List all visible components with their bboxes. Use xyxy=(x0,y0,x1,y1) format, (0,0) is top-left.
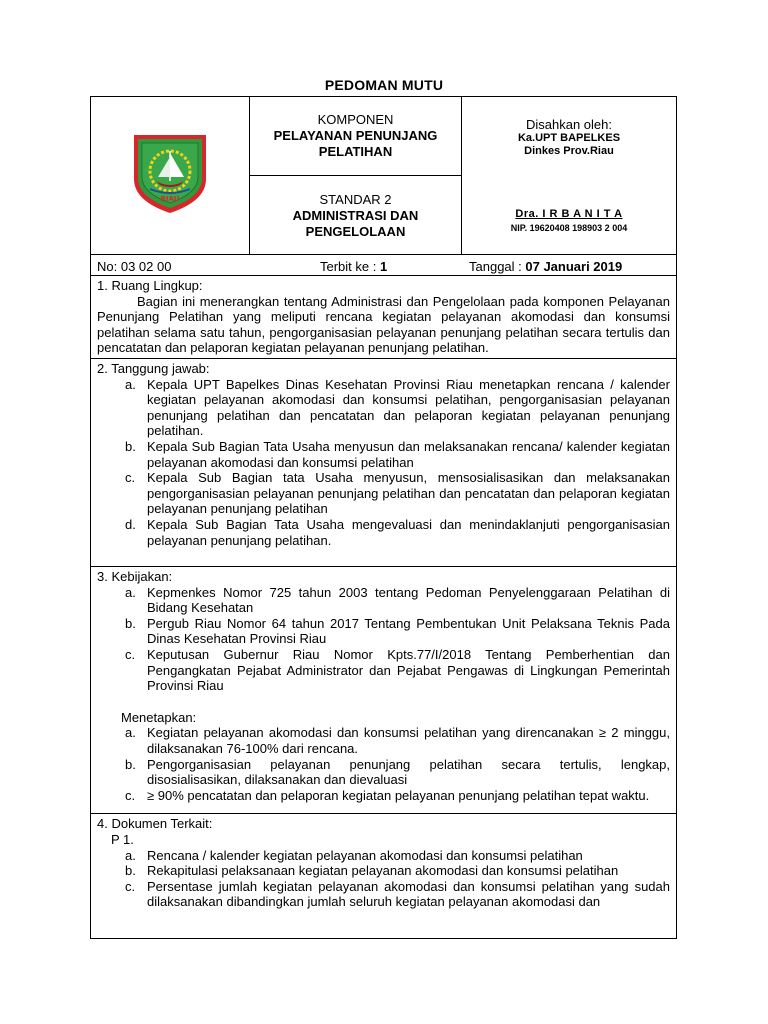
tanggal-info xyxy=(469,259,622,274)
list-item xyxy=(97,439,670,470)
page-title: PEDOMAN MUTU xyxy=(324,77,444,93)
list-item xyxy=(97,757,670,788)
menetapkan-list xyxy=(97,725,670,803)
list-marker: a. xyxy=(125,725,136,741)
kebijakan-list xyxy=(97,585,670,694)
list-marker: b. xyxy=(125,615,136,631)
list-marker: b. xyxy=(125,756,136,772)
emblem-text: RIAU xyxy=(160,195,180,203)
standar-label: STANDAR 2 xyxy=(319,192,392,207)
list-marker: a. xyxy=(125,847,136,863)
list-item xyxy=(97,788,670,804)
section-ruang-lingkup xyxy=(91,276,676,359)
list-text: Kepala UPT Bapelkes Dinas Kesehatan Provinsi Riau menetapkan rencana / kalender kegiatan pelayanan akomodasi dan konsumsi pelatihan, pengorganisasian pelayanan penunjang pelatihan dan pencatatan dan pelaporan kegiatan pelayanan penunjang pelatihan. xyxy=(147,376,670,439)
header-table xyxy=(90,96,677,255)
list-text: Rekapitulasi pelaksanaan kegiatan pelayanan akomodasi dan konsumsi pelatihan xyxy=(147,863,619,879)
standar-name-1: ADMINISTRASI DAN xyxy=(292,208,419,223)
menetapkan-heading: Menetapkan: xyxy=(121,709,197,725)
list-text: Pengorganisasian pelayanan penunjang pelatihan secara tertulis, lengkap, disosialisasikan, dilaksanakan dan dievaluasi xyxy=(147,756,670,788)
tanggung-jawab-list xyxy=(97,377,670,549)
list-marker: d. xyxy=(125,516,136,532)
list-text: Keputusan Gubernur Riau Nomor Kpts.77/I/2018 Tentang Pemberhentian dan Pengangkatan Pejabat Administrator dan Pejabat Pengawas di Lingkungan Pemerintah Provinsi Riau xyxy=(147,647,670,694)
komponen-name-1: PELAYANAN PENUNJANG xyxy=(273,128,438,143)
list-marker: c. xyxy=(125,647,136,663)
list-marker: a. xyxy=(125,584,136,600)
section-dokumen-terkait xyxy=(91,814,676,912)
terbit-value: 1 xyxy=(379,259,388,274)
sign-office-2: Dinkes Prov.Riau xyxy=(524,145,614,157)
list-marker: c. xyxy=(125,878,136,894)
sign-office-1: Ka.UPT BAPELKES xyxy=(517,132,621,144)
list-marker: c. xyxy=(125,787,136,803)
section-tanggung-jawab xyxy=(91,359,676,567)
list-marker: c. xyxy=(125,470,136,486)
terbit-info xyxy=(320,259,387,274)
komponen-cell xyxy=(250,97,462,176)
document-number: No: 03 02 00 xyxy=(97,259,172,274)
sign-office xyxy=(462,132,676,158)
kebijakan-heading: 3. Kebijakan: xyxy=(97,569,173,585)
list-item xyxy=(97,863,670,879)
list-item xyxy=(97,725,670,756)
sign-label: Disahkan oleh: xyxy=(526,117,612,132)
list-text: ≥ 90% pencatatan dan pelaporan kegiatan pelayanan penunjang pelatihan tepat waktu. xyxy=(147,787,650,803)
list-item xyxy=(97,377,670,439)
standar-name-2: PENGELOLAAN xyxy=(305,224,406,239)
dokumen-heading: 4. Dokumen Terkait: xyxy=(97,816,213,832)
list-item xyxy=(97,616,670,647)
dokumen-p-label: P 1. xyxy=(111,832,134,847)
list-text: Kepmenkes Nomor 725 tahun 2003 tentang Pedoman Penyelenggaraan Pelatihan di Bidang Kesehatan xyxy=(147,584,670,616)
list-marker: a. xyxy=(125,376,136,392)
list-item xyxy=(97,585,670,616)
signature-cell xyxy=(462,97,676,254)
list-text: Pergub Riau Nomor 64 tahun 2017 Tentang Pembentukan Unit Pelaksana Teknis Pada Dinas Kesehatan Provinsi Riau xyxy=(147,615,670,647)
list-marker: b. xyxy=(125,438,136,454)
list-text: Rencana / kalender kegiatan pelayanan akomodasi dan konsumsi pelatihan xyxy=(147,847,583,863)
sign-nip: NIP. 19620408 198903 2 004 xyxy=(510,223,628,233)
list-item xyxy=(97,470,670,517)
tanggal-label: Tanggal : xyxy=(469,259,526,274)
sign-name: Dra. I R B A N I T A xyxy=(515,208,623,220)
list-marker: b. xyxy=(125,863,136,879)
ruang-lingkup-heading: 1. Ruang Lingkup: xyxy=(97,278,203,293)
list-text: Kegiatan pelayanan akomodasi dan konsumsi pelatihan yang direncanakan ≥ 2 minggu, dilaksanakan 76-100% dari rencana. xyxy=(147,725,670,757)
list-item xyxy=(97,848,670,864)
section-kebijakan xyxy=(91,567,676,814)
body-table xyxy=(90,254,677,939)
list-text: Kepala Sub Bagian Tata Usaha mengevaluasi dan menindaklanjuti pengorganisasian pelayanan penunjang pelatihan. xyxy=(147,516,670,548)
terbit-label: Terbit ke : xyxy=(320,259,380,274)
tanggal-value: 07 Januari 2019 xyxy=(525,259,623,274)
tanggung-jawab-heading: 2. Tanggung jawab: xyxy=(97,360,210,376)
komponen-name-2: PELATIHAN xyxy=(318,144,393,159)
meta-row xyxy=(91,254,676,276)
list-text: Kepala Sub Bagian tata Usaha menyusun, mensosialisasikan dan melaksanakan pengorganisasian pelayanan penunjang pelatihan dan pencatatan dan pelaporan kegiatan pelayanan penunjang pelatihan xyxy=(147,470,670,517)
list-item xyxy=(97,517,670,548)
ruang-lingkup-text: Bagian ini menerangkan tentang Administrasi dan Pengelolaan pada komponen Pelayanan Penunjang Pelatihan yang meliputi rencana kegiatan pelayanan akomodasi dan konsumsi pelatihan selama satu tahun, pengorganisasian pelayanan penunjang pelatihan secara tertulis dan pencatatan dan pelaporan kegiatan pelayanan penunjang pelatihan. xyxy=(97,293,670,356)
list-item xyxy=(97,879,670,910)
dokumen-list xyxy=(97,848,670,910)
list-text: Kepala Sub Bagian Tata Usaha menyusun dan melaksanakan rencana/ kalender kegiatan pelayanan akomodasi dan konsumsi pelatihan xyxy=(147,438,670,470)
standar-cell xyxy=(250,176,462,254)
logo-cell xyxy=(91,97,250,254)
list-text: Persentase jumlah kegiatan pelayanan akomodasi dan konsumsi pelatihan yang sudah dilaksanakan dibandingkan jumlah seluruh kegiatan pelayanan akomodasi dan xyxy=(147,878,670,910)
riau-emblem-icon xyxy=(128,131,212,215)
komponen-label: KOMPONEN xyxy=(317,112,394,127)
list-item xyxy=(97,647,670,694)
